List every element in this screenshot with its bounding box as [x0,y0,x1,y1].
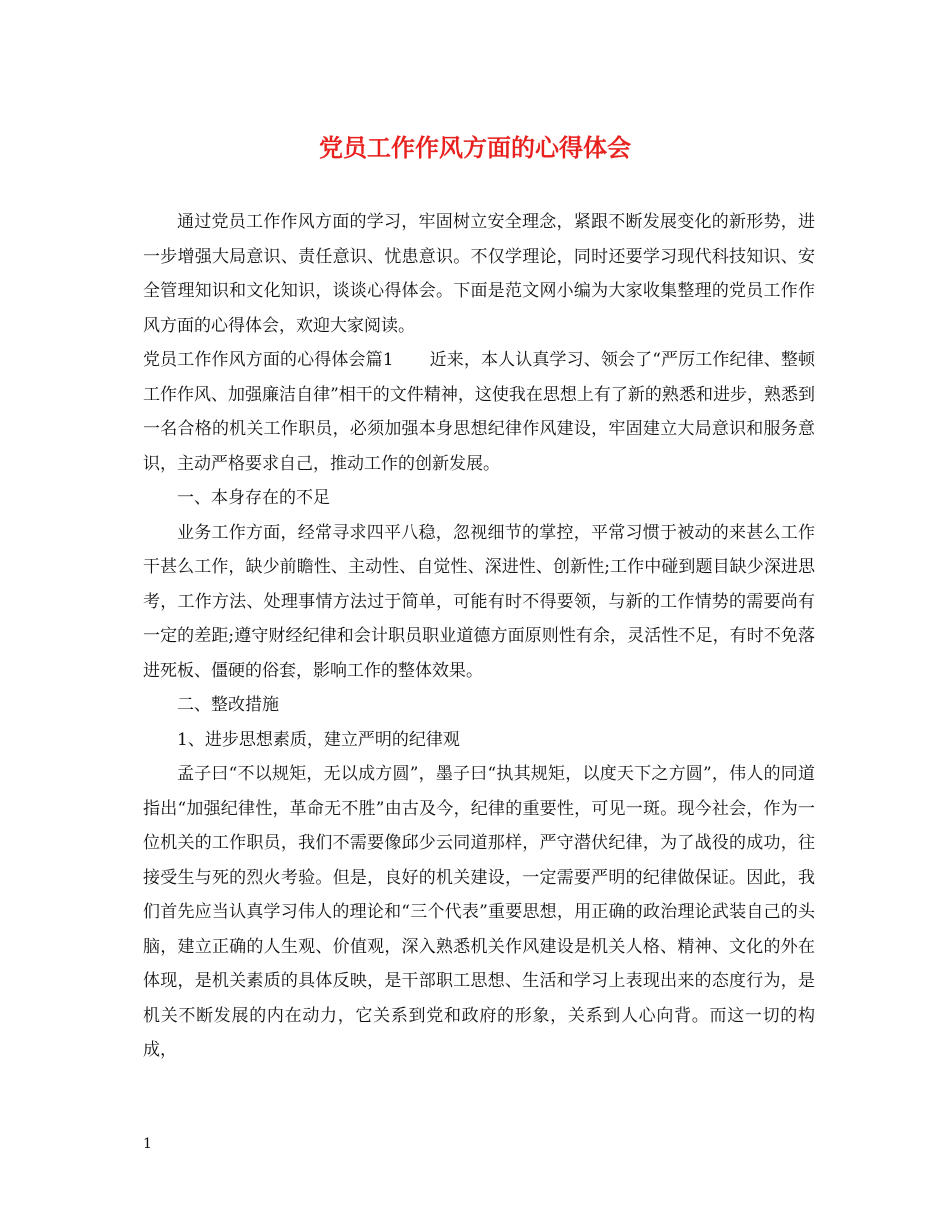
section2-heading: 二、整改措施 [177,695,279,715]
section1-paragraph: 业务工作方面，经常寻求四平八稳，忽视细节的掌控，平常习惯于被动的来甚么工作干甚么工作，缺少前瞻性、主动性、自觉性、深进性、创新性;工作中碰到题目缺少深进思考，工作方法、处理事情方法过于简单，可能有时不得要领，与新的工作情势的需要尚有一定的差距;遵守财经纪律和会计职员职业道德方面原则性有余，灵活性不足，有时不免落进死板、僵硬的俗套，影响工作的整体效果。 [143,522,815,681]
article-lead: 近来，本人认真学习、领会了“严厉工作纪律、整顿工作作风、加强廉洁自律”相干的文件精神，这使我在思想上有了新的熟悉和进步，熟悉到一名合格的机关工作职员，必须加强本身思想纪律作风建设，牢固建立大局意识和服务意识，主动严格要求自己，推动工作的创新发展。 [143,350,815,474]
section1-heading: 一、本身存在的不足 [177,488,330,508]
article-paragraph [143,343,815,481]
subsection1-paragraph: 孟子曰“不以规矩，无以成方圆”，墨子曰“执其规矩，以度天下之方圆”，伟人的同道指出“加强纪律性，革命无不胜”由古及今，纪律的重要性，可见一斑。现今社会，作为一位机关的工作职员，我们不需要像邱少云同道那样，严守潜伏纪律，为了战役的成功，往接受生与死的烈火考验。但是，良好的机关建设，一定需要严明的纪律做保证。因此，我们首先应当认真学习伟人的理论和“三个代表”重要思想，用正确的政治理论武装自己的头脑，建立正确的人生观、价值观，深入熟悉机关作风建设是机关人格、精神、文化的外在体现，是机关素质的具体反映，是干部职工思想、生活和学习上表现出来的态度行为，是机关不断发展的内在动力，它关系到党和政府的形象，关系到人心向背。而这一切的构成， [143,764,815,1060]
intro-paragraph: 通过党员工作作风方面的学习，牢固树立安全理念，紧跟不断发展变化的新形势，进一步增强大局意识、责任意识、忧患意识。不仅学理论，同时还要学习现代科技知识、安全管理知识和文化知识，谈谈心得体会。下面是范文网小编为大家收集整理的党员工作作风方面的心得体会，欢迎大家阅读。 [143,212,815,336]
subsection1-heading: 1、进步思想素质，建立严明的纪律观 [177,729,460,750]
document-body [143,205,815,1068]
page-number: 1 [143,1136,152,1152]
document-title: 党员工作作风方面的心得体会 [319,133,631,162]
article-heading: 党员工作作风方面的心得体会篇1 [143,350,394,370]
